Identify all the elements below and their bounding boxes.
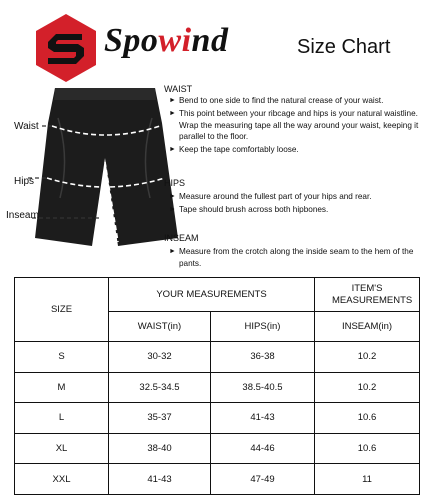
- table-row: [15, 433, 420, 464]
- page-title: Size Chart: [297, 36, 391, 58]
- hips-label: Hips: [14, 176, 35, 187]
- table-row: [15, 403, 420, 434]
- size-cell: XXL: [15, 464, 109, 495]
- table-row: [15, 342, 420, 373]
- waist-cell: 35-37: [109, 403, 211, 434]
- waist-cell: 38-40: [109, 433, 211, 464]
- size-cell: XL: [15, 433, 109, 464]
- waist-cell: 32.5-34.5: [109, 372, 211, 403]
- list-item: ► Measure from the crotch along the inside seam to the hem of the pants.: [169, 247, 414, 268]
- items-measurements-header: ITEM'S MEASUREMENTS: [315, 278, 420, 312]
- size-cell: M: [15, 372, 109, 403]
- inseam-label: Inseam: [6, 210, 39, 221]
- shorts-icon: [35, 88, 178, 246]
- inseam-cell: 10.2: [315, 372, 420, 403]
- your-measurements-header: YOUR MEASUREMENTS: [109, 278, 315, 312]
- waist-cell: 41-43: [109, 464, 211, 495]
- inseam-cell: 10.6: [315, 403, 420, 434]
- inseam-cell: 10.6: [315, 433, 420, 464]
- waist-label: Waist: [14, 121, 39, 132]
- hips-cell: 44-46: [211, 433, 315, 464]
- table-row: [15, 464, 420, 495]
- size-cell: L: [15, 403, 109, 434]
- hips-cell: 36-38: [211, 342, 315, 373]
- table-row: [15, 372, 420, 403]
- list-item: ► Tape should brush across both hipbones.: [169, 205, 329, 214]
- hips-heading: HIPS: [164, 178, 186, 188]
- hips-cell: 38.5-40.5: [211, 372, 315, 403]
- hips-cell: 41-43: [211, 403, 315, 434]
- list-item: ► Bend to one side to find the natural crease of your waist.: [169, 96, 384, 105]
- list-item: ► Measure around the fullest part of your hips and rear.: [169, 192, 372, 201]
- inseam-cell: 10.2: [315, 342, 420, 373]
- hips-cell: 47-49: [211, 464, 315, 495]
- brand-name: Spowind: [104, 22, 229, 59]
- size-table: [14, 277, 420, 495]
- inseam-column-header: INSEAM(in): [315, 312, 420, 342]
- hips-column-header: HIPS(in): [211, 312, 315, 342]
- waist-heading: WAIST: [164, 84, 193, 94]
- list-item: ► This point between your ribcage and hips is your natural waistline. Wrap the measuring tape all the way around your waist, keeping it parallel to the floor.: [169, 109, 419, 141]
- list-item: ► Keep the tape comfortably loose.: [169, 145, 299, 154]
- size-header: SIZE: [15, 278, 109, 342]
- waist-cell: 30-32: [109, 342, 211, 373]
- inseam-cell: 11: [315, 464, 420, 495]
- inseam-heading: INSEAM: [164, 233, 199, 243]
- brand-logo-icon: [30, 12, 102, 84]
- waist-column-header: WAIST(in): [109, 312, 211, 342]
- size-cell: S: [15, 342, 109, 373]
